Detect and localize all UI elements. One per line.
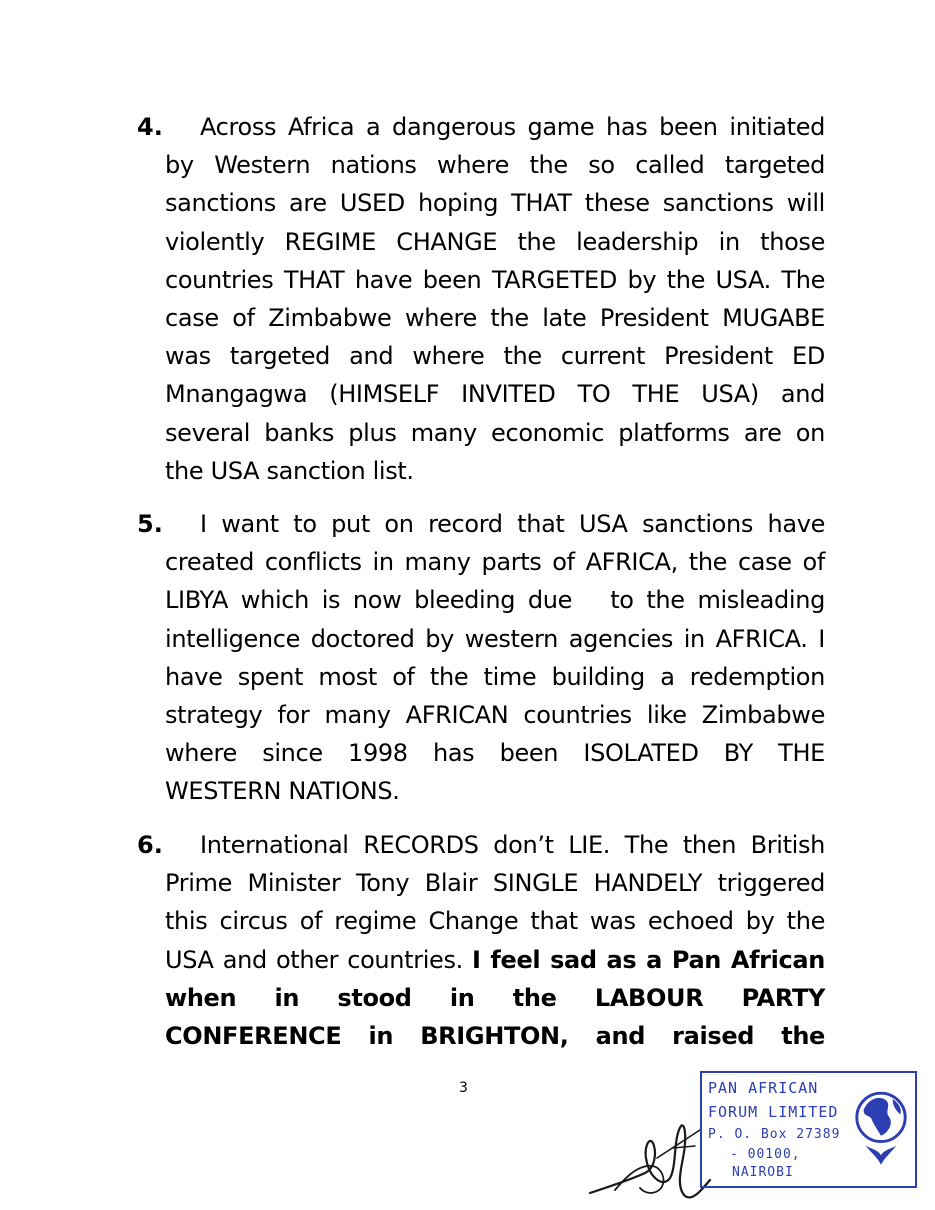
text-line: Prime Minister Tony Blair SINGLE HANDELY triggered: [165, 869, 825, 898]
text-line: the USA sanction list.: [165, 456, 414, 485]
paragraph-5: [137, 505, 825, 811]
page-number: 3: [459, 1080, 468, 1096]
bold-text-line: CONFERENCE in BRIGHTON, and raised the: [165, 1021, 825, 1050]
text-line: have spent most of the time building a redemption: [165, 662, 825, 691]
text-line: strategy for many AFRICAN countries like Zimbabwe: [165, 700, 825, 729]
bold-text: I feel sad as a Pan African: [472, 945, 826, 974]
text-line: several banks plus many economic platforms are on: [165, 418, 825, 447]
text-line: I want to put on record that USA sanctions have: [200, 510, 825, 538]
text-line: WESTERN NATIONS.: [165, 777, 400, 806]
stamp-line: FORUM LIMITED: [708, 1103, 839, 1121]
paragraph-number: 5.: [137, 510, 163, 538]
text-line: Mnangagwa (HIMSELF INVITED TO THE USA) and: [165, 380, 825, 409]
text-line: case of Zimbabwe where the late President MUGABE: [165, 303, 825, 332]
globe-logo-icon: [852, 1081, 910, 1177]
text-line: by Western nations where the so called targeted: [165, 151, 825, 180]
text-line: violently REGIME CHANGE the leadership in those: [165, 227, 825, 256]
bold-text-line: when in stood in the LABOUR PARTY: [165, 983, 825, 1012]
text-line: was targeted and where the current President ED: [165, 342, 825, 371]
text-line: intelligence doctored by western agencies in AFRICA. I: [165, 624, 825, 653]
company-stamp: [700, 1071, 917, 1188]
text-line: Across Africa a dangerous game has been initiated: [200, 113, 825, 141]
paragraph-number: 6.: [137, 831, 163, 859]
stamp-line: P. O. Box 27389: [708, 1127, 841, 1142]
text-line: created conflicts in many parts of AFRICA, the case of: [165, 548, 825, 577]
text-line: this circus of regime Change that was echoed by the: [165, 907, 825, 936]
regular-text: USA and other countries.: [165, 945, 473, 974]
paragraph-number: 4.: [137, 113, 163, 141]
text-line: where since 1998 has been ISOLATED BY THE: [165, 739, 825, 768]
paragraph-4: [137, 108, 825, 490]
text-line: countries THAT have been TARGETED by the USA. The: [165, 265, 825, 294]
stamp-line: NAIROBI: [732, 1165, 794, 1180]
stamp-line: PAN AFRICAN: [708, 1079, 819, 1097]
text-line: sanctions are USED hoping THAT these sanctions will: [165, 189, 825, 218]
mixed-text-line: [165, 941, 825, 979]
paragraph-6: [137, 826, 825, 1055]
stamp-line: - 00100,: [730, 1147, 801, 1162]
signature: [585, 1118, 715, 1203]
text-line: International RECORDS don’t LIE. The then British: [200, 831, 825, 859]
text-line: LIBYA which is now bleeding due to the misleading: [165, 586, 825, 615]
